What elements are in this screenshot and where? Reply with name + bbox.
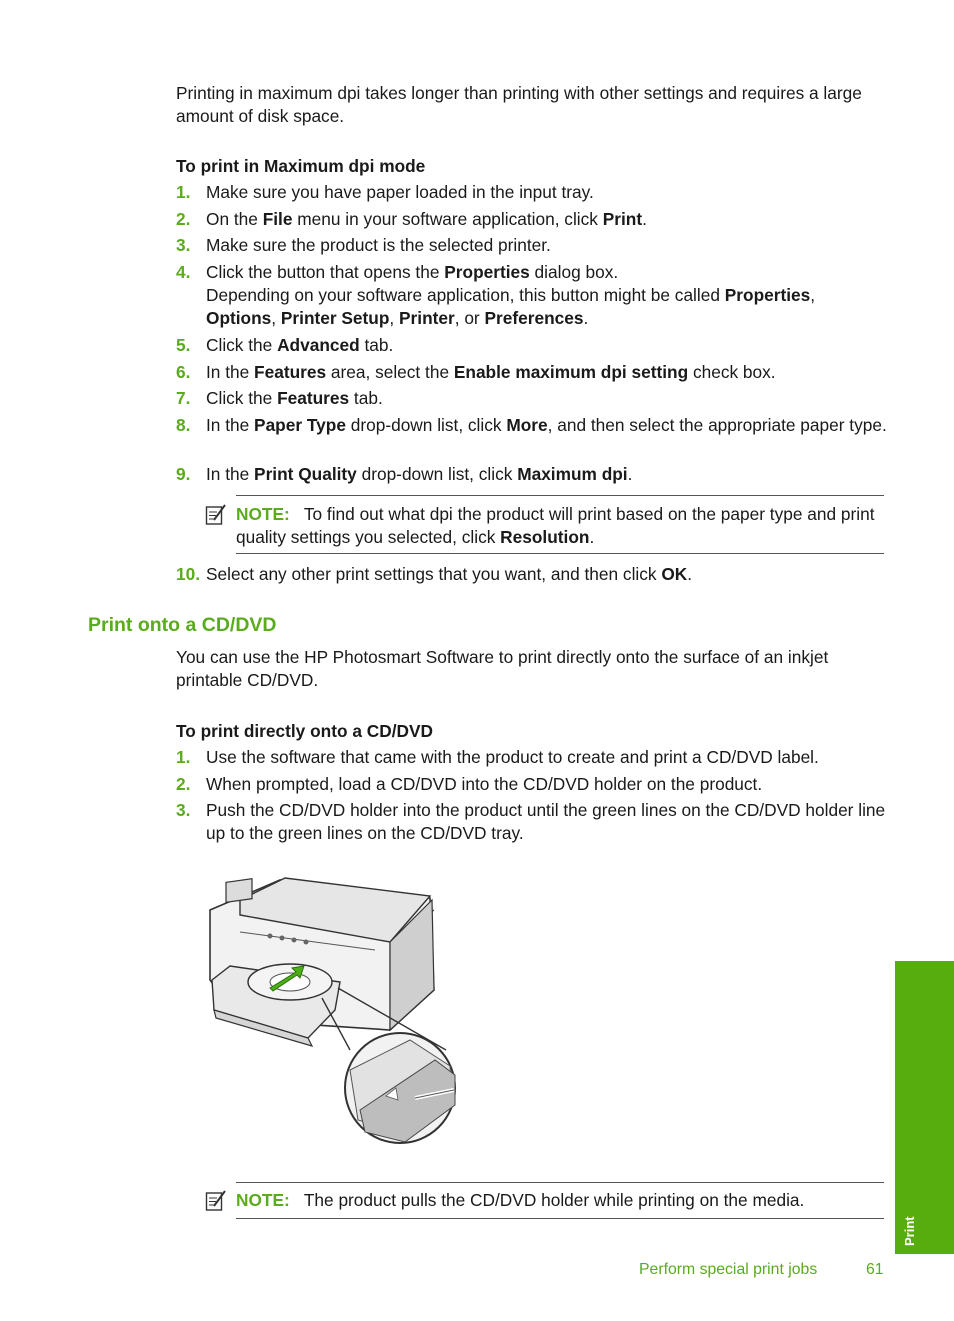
max-dpi-heading: To print in Maximum dpi mode	[176, 156, 426, 176]
note-cd	[236, 1189, 884, 1212]
note-dpi-text: To find out what dpi the product will print based on the paper type and print quality settings you selected, click Resolution.	[236, 504, 875, 547]
section-title-cd: Print onto a CD/DVD	[88, 614, 277, 636]
note-top-rule	[236, 495, 884, 496]
note-bottom-rule	[236, 553, 884, 554]
note-label: NOTE:	[236, 504, 290, 524]
note2-bottom-rule	[236, 1218, 884, 1219]
note2-label: NOTE:	[236, 1190, 290, 1210]
note-icon	[205, 503, 227, 527]
chapter-side-tab-label: Print	[902, 1216, 917, 1246]
note2-top-rule	[236, 1182, 884, 1183]
note-dpi	[236, 503, 884, 549]
printer-cd-illustration	[200, 870, 460, 1150]
cd-intro-paragraph: You can use the HP Photosmart Software to print directly onto the surface of an inkjet printable CD/DVD.	[176, 647, 829, 690]
chapter-side-tab	[895, 961, 954, 1254]
note-icon	[205, 1189, 227, 1213]
intro-paragraph: Printing in maximum dpi takes longer than printing with other settings and requires a large amount of disk space.	[176, 83, 862, 126]
cd-heading: To print directly onto a CD/DVD	[176, 721, 433, 741]
footer-page-number: 61	[866, 1261, 884, 1278]
footer-section-name: Perform special print jobs	[639, 1261, 818, 1278]
note-cd-text: The product pulls the CD/DVD holder while printing on the media.	[303, 1190, 805, 1210]
